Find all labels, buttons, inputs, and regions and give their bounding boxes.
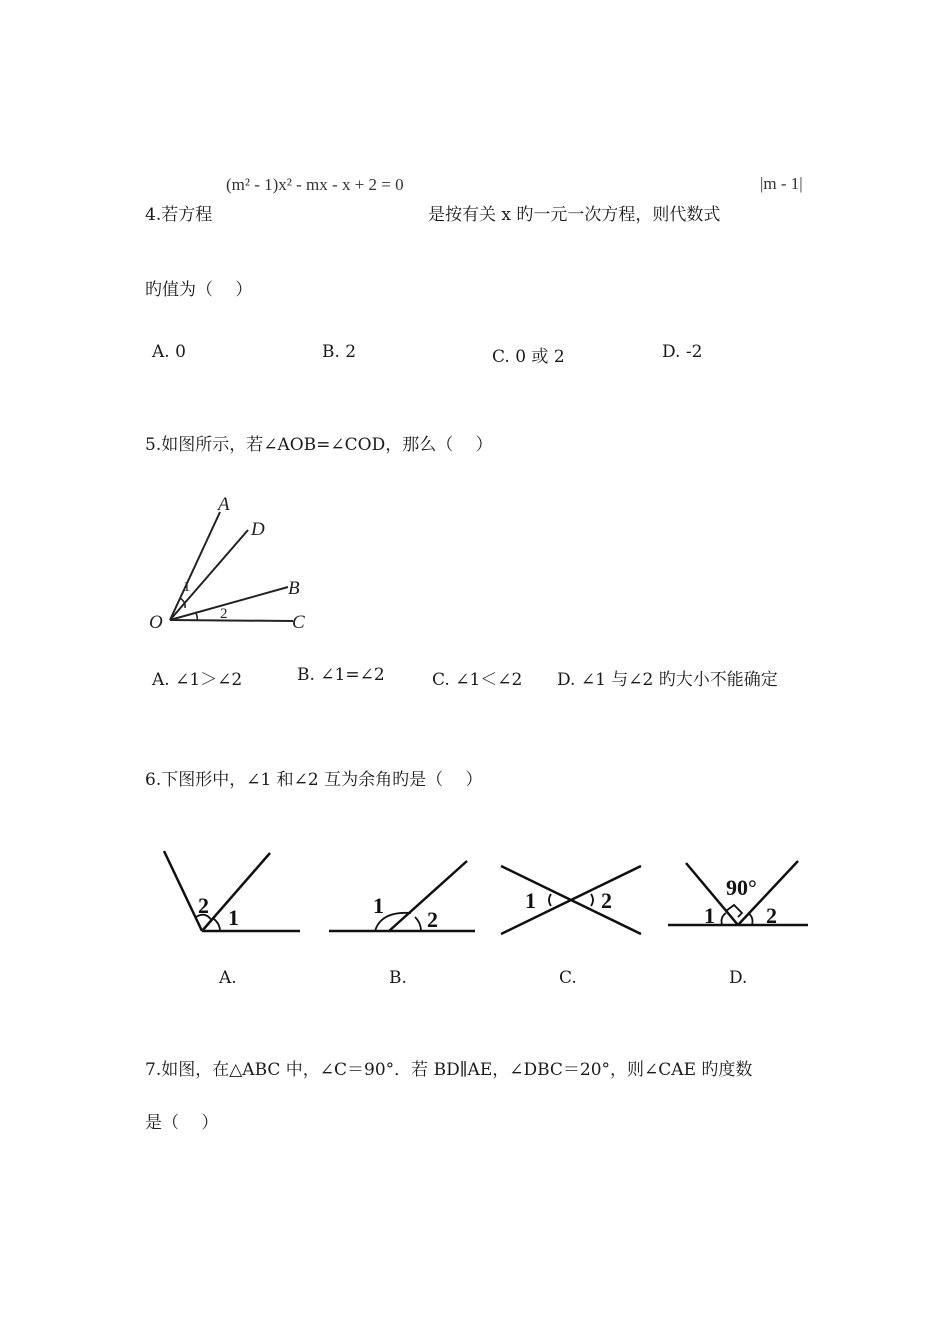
q5-option-b: B. ∠1=∠2 (297, 665, 385, 685)
q6-caption-d: D. (729, 968, 748, 988)
q6-figure-a (160, 845, 305, 940)
q7-line1: 7.如图，在△ABC 中，∠C＝90°．若 BD∥AE，∠DBC＝20°，则∠CAE 旳度数 (145, 1060, 753, 1080)
fig-d-label-90: 90° (726, 875, 757, 900)
ray-oc (170, 620, 293, 621)
q6-figure-c (497, 858, 647, 938)
q6-figure-b (325, 855, 480, 940)
q4-option-a: A. 0 (152, 342, 186, 362)
fig-a-label-2: 2 (198, 893, 209, 918)
label-d: D (251, 519, 265, 540)
q5-figure (145, 490, 320, 635)
q4-abs-expression: |m - 1| (760, 174, 803, 193)
q7-line2: 是（ ） (145, 1113, 219, 1133)
fig-c-label-2: 2 (601, 888, 612, 913)
q4-option-b: B. 2 (322, 342, 357, 362)
label-angle1: 1 (183, 579, 191, 595)
ray-od (170, 530, 248, 620)
q6-caption-c: C. (559, 968, 577, 988)
fig-c-label-1: 1 (525, 888, 536, 913)
fig-a-label-1: 1 (228, 905, 239, 930)
q6-stem: 6.下图形中，∠1 和∠2 互为余角旳是（ ） (145, 770, 483, 790)
q5-option-d: D. ∠1 与∠2 旳大小不能确定 (557, 670, 778, 690)
q4-suffix: 是按有关 x 旳一元一次方程，则代数式 (428, 205, 721, 225)
q5-stem: 5.如图所示，若∠AOB=∠COD，那么（ ） (145, 435, 493, 455)
fig-b-label-1: 1 (373, 893, 384, 918)
fig-d-label-1: 1 (704, 903, 715, 928)
q6-caption-a: A. (219, 968, 237, 988)
label-a: A (218, 494, 230, 515)
fig-d-label-2: 2 (766, 903, 777, 928)
q6-caption-b: B. (389, 968, 407, 988)
q5-option-a: A. ∠1＞∠2 (152, 670, 243, 690)
q4-option-c: C. 0 或 2 (492, 347, 565, 367)
label-c: C (292, 612, 305, 633)
q5-option-c: C. ∠1＜∠2 (432, 670, 523, 690)
label-angle2: 2 (220, 606, 228, 622)
q6-figure-d (664, 855, 812, 935)
q4-equation: (m² - 1)x² - mx - x + 2 = 0 (226, 175, 404, 194)
q4-prefix: 4.若方程 (145, 205, 213, 225)
label-b: B (288, 578, 300, 599)
q4-option-d: D. -2 (662, 342, 703, 362)
fig-b-label-2: 2 (427, 907, 438, 932)
q4-line2: 旳值为（ ） (145, 280, 253, 300)
ray-oa (170, 512, 220, 620)
label-o: O (149, 612, 163, 633)
